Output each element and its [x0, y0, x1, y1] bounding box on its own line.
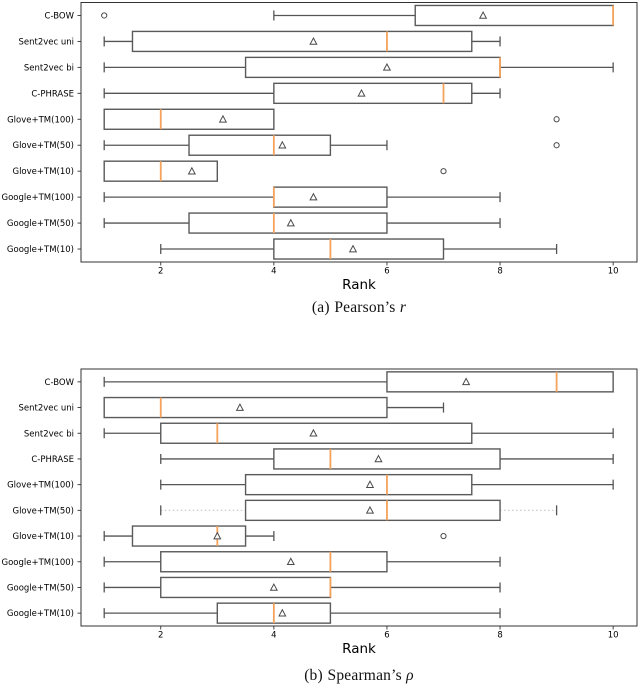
y-tick-label: C-PHRASE — [31, 89, 74, 100]
x-tick-label: 8 — [497, 266, 503, 277]
box-Google+TM(50) — [189, 213, 387, 233]
box-Sent2vec uni — [132, 31, 471, 51]
box-Google+TM(100) — [161, 552, 387, 572]
box-Sent2vec bi — [246, 57, 500, 77]
outlier-point — [441, 169, 446, 174]
y-tick-label: Google+TM(100) — [1, 193, 74, 204]
box-C-BOW — [415, 5, 613, 25]
caption-a-symbol: r — [399, 299, 407, 316]
box-Glove+TM(100) — [104, 109, 274, 129]
box-Glove+TM(50) — [189, 135, 330, 155]
box-Glove+TM(10) — [132, 526, 245, 546]
x-tick-label: 10 — [607, 630, 619, 641]
outlier-point — [441, 533, 446, 538]
box-C-PHRASE — [274, 83, 472, 103]
y-tick-label: Sent2vec uni — [18, 37, 74, 48]
box-C-BOW — [387, 372, 613, 392]
y-tick-label: Glove+TM(50) — [12, 141, 74, 152]
outlier-point — [554, 143, 559, 148]
y-tick-label: Glove+TM(100) — [7, 480, 74, 491]
box-Google+TM(10) — [274, 239, 444, 259]
x-tick-label: 6 — [384, 630, 390, 641]
y-tick-label: Google+TM(50) — [6, 219, 74, 230]
y-tick-label: C-BOW — [44, 11, 74, 22]
caption-b-index: (b) — [304, 667, 323, 684]
y-tick-label: Google+TM(100) — [1, 557, 74, 568]
y-tick-label: Glove+TM(10) — [12, 167, 74, 178]
x-tick-label: 4 — [271, 266, 277, 277]
caption-pearson — [81, 299, 637, 317]
box-C-PHRASE — [274, 449, 500, 469]
x-tick-label: 4 — [271, 630, 277, 641]
y-tick-label: C-BOW — [44, 377, 74, 388]
y-tick-label: Glove+TM(10) — [12, 532, 74, 543]
caption-b-symbol: ρ — [406, 667, 414, 684]
y-tick-label: C-PHRASE — [31, 454, 74, 465]
caption-a-name: Pearson’s — [334, 299, 396, 316]
x-tick-label: 2 — [158, 630, 164, 641]
y-tick-label: Sent2vec uni — [18, 403, 74, 414]
outlier-point — [554, 117, 559, 122]
y-tick-label: Sent2vec bi — [23, 429, 74, 440]
x-tick-label: 10 — [607, 266, 619, 277]
box-Sent2vec bi — [161, 423, 472, 443]
box-Glove+TM(50) — [246, 500, 500, 520]
y-tick-label: Glove+TM(50) — [12, 506, 74, 517]
box-Glove+TM(100) — [246, 475, 472, 495]
x-axis-title: Rank — [342, 277, 376, 293]
caption-a-index: (a) — [311, 299, 330, 316]
outlier-point — [102, 13, 107, 18]
x-tick-label: 2 — [158, 266, 164, 277]
caption-spearman — [81, 667, 637, 685]
y-tick-label: Sent2vec bi — [23, 63, 74, 74]
x-tick-label: 8 — [497, 630, 503, 641]
caption-b-name: Spearman’s — [327, 667, 402, 684]
box-Google+TM(50) — [161, 577, 331, 597]
x-tick-label: 6 — [384, 266, 390, 277]
box-Google+TM(100) — [274, 187, 387, 207]
box-Sent2vec uni — [104, 398, 387, 418]
y-tick-label: Google+TM(10) — [6, 245, 74, 256]
x-axis-title: Rank — [342, 641, 376, 657]
y-tick-label: Google+TM(10) — [6, 609, 74, 620]
y-tick-label: Glove+TM(100) — [7, 115, 74, 126]
y-tick-label: Google+TM(50) — [6, 583, 74, 594]
